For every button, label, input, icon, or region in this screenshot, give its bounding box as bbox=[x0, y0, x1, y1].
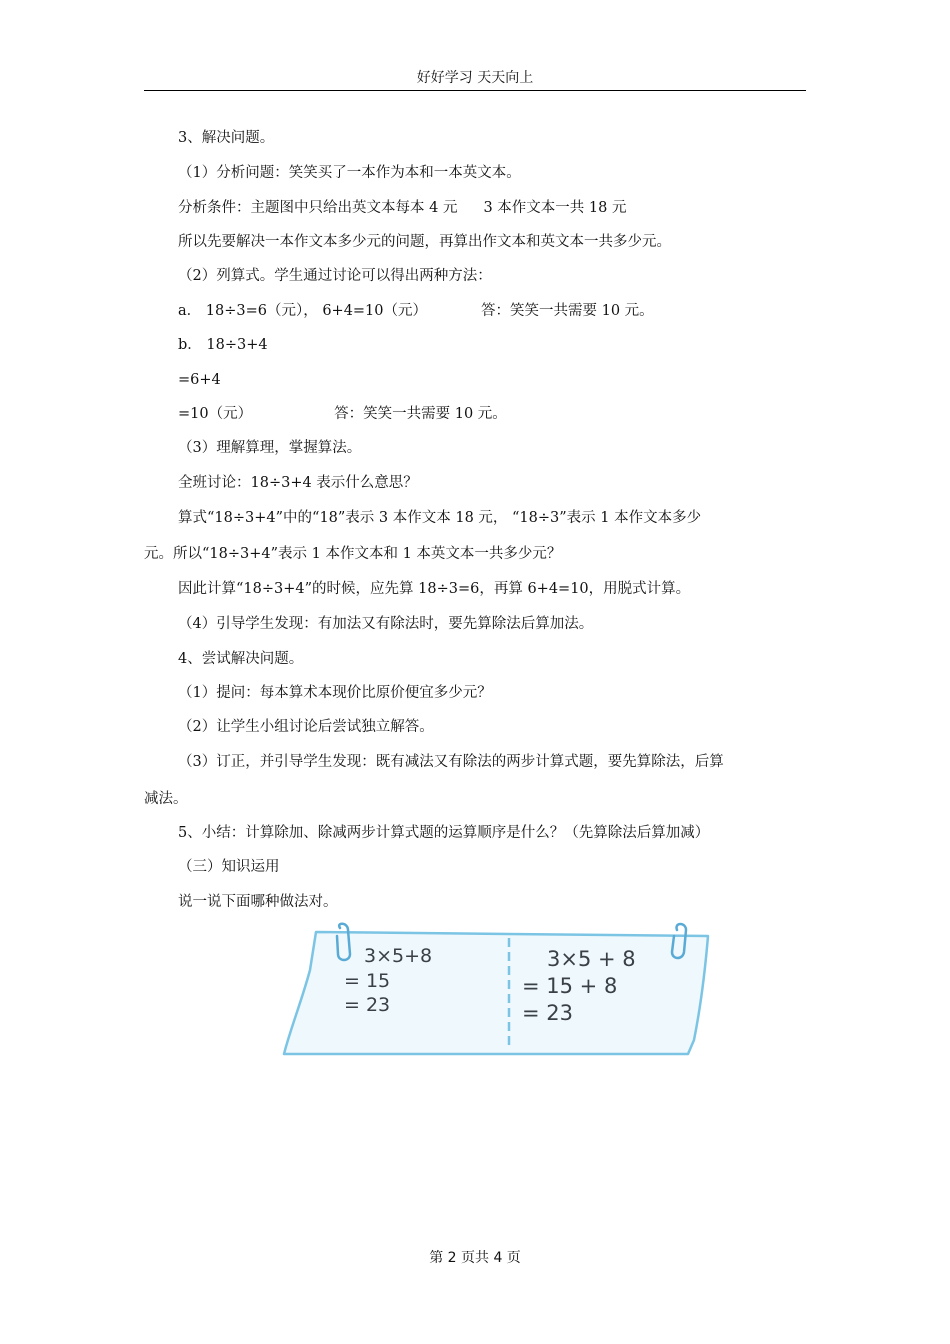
which-method-prompt: 说一说下面哪种做法对。 bbox=[178, 894, 338, 910]
section-4-title: 4、尝试解决问题。 bbox=[178, 651, 304, 667]
guide-discovery: （4）引导学生发现：有加法又有除法时，要先算除法后算加法。 bbox=[178, 616, 594, 632]
page-footer: 第 2 页共 4 页 bbox=[429, 1250, 521, 1266]
left-step1: = 15 bbox=[344, 970, 391, 992]
method-a bbox=[178, 301, 654, 321]
group-discussion: （2）让学生小组讨论后尝试独立解答。 bbox=[178, 719, 434, 735]
solve-first-note: 所以先要解决一本作文本多少元的问题，再算出作文本和英文本一共多少元。 bbox=[178, 234, 671, 250]
condition-english-book: 分析条件：主题图中只给出英文本每本 4 元 bbox=[178, 200, 458, 216]
left-expression: 3×5+8 bbox=[364, 945, 433, 967]
correction-note-1: （3）订正，并引导学生发现：既有减法又有除法的两步计算式题，要先算除法，后算 bbox=[178, 754, 724, 770]
expression-meaning-2: 元。所以“18÷3+4”表示 1 本作文本和 1 本英文本一共多少元？ bbox=[144, 546, 562, 562]
right-step2: = 23 bbox=[522, 1001, 573, 1025]
right-expression: 3×5 + 8 bbox=[547, 947, 636, 971]
method-b-answer: 答：笑笑一共需要 10 元。 bbox=[334, 406, 507, 422]
worked-examples-figure bbox=[282, 920, 712, 1060]
right-step1: = 15 + 8 bbox=[522, 974, 618, 998]
method-b-step1: =6+4 bbox=[178, 372, 221, 388]
correction-note-2: 减法。 bbox=[144, 791, 188, 807]
section-3-title: 3、解决问题。 bbox=[178, 130, 275, 146]
knowledge-application: （三）知识运用 bbox=[178, 859, 280, 875]
expression-meaning-1: 算式“18÷3+4”中的“18”表示 3 本作文本 18 元， “18÷3”表示 1 本作文本多少 bbox=[178, 510, 702, 526]
class-discussion: 全班讨论：18÷3+4 表示什么意思？ bbox=[178, 475, 418, 491]
page-header: 好好学习 天天向上 bbox=[144, 66, 806, 91]
list-expression: （2）列算式。学生通过讨论可以得出两种方法： bbox=[178, 268, 492, 284]
question-ask: （1）提问：每本算术本现价比原价便宜多少元？ bbox=[178, 685, 492, 701]
method-b-expression: b． 18÷3+4 bbox=[178, 337, 268, 353]
analyze-problem: （1）分析问题：笑笑买了一本作为本和一本英文本。 bbox=[178, 165, 521, 181]
paper-sheet bbox=[284, 932, 708, 1054]
condition-composition-book: 3 本作文本一共 18 元 bbox=[483, 200, 627, 216]
left-step2: = 23 bbox=[344, 994, 391, 1016]
analyze-conditions bbox=[178, 198, 626, 218]
method-b-result: =10（元） bbox=[178, 406, 253, 422]
summary: 5、小结：计算除加、除减两步计算式题的运算顺序是什么？（先算除法后算加减） bbox=[178, 825, 710, 841]
method-b-step2 bbox=[178, 404, 507, 424]
method-a-expression: a． 18÷3=6（元）， 6+4=10（元） bbox=[178, 303, 428, 319]
method-a-answer: 答：笑笑一共需要 10 元。 bbox=[481, 303, 654, 319]
understand-arithmetic: （3）理解算理，掌握算法。 bbox=[178, 440, 362, 456]
calculation-order: 因此计算“18÷3+4”的时候，应先算 18÷3=6，再算 6+4=10，用脱式计算。 bbox=[178, 581, 691, 597]
